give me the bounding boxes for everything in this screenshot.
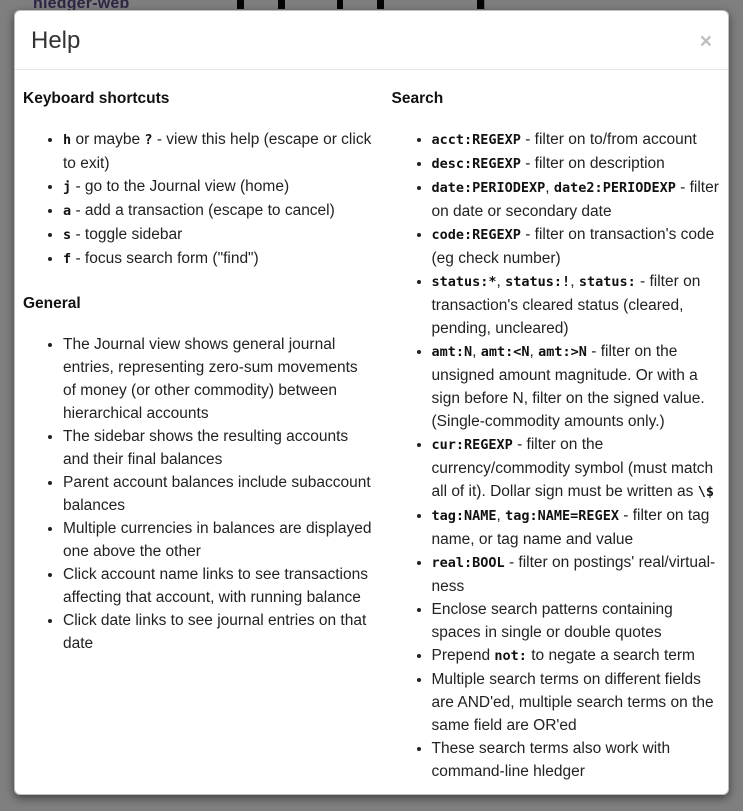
list-item: • Multiple currencies in balances are displayed one above the other — [63, 517, 372, 563]
help-column-right — [372, 80, 721, 783]
help-modal — [14, 10, 729, 795]
code-term: amt:>N — [538, 344, 587, 360]
code-term: ? — [144, 132, 153, 148]
list-item: • f - focus search form ("find") — [63, 247, 372, 271]
list-item: • These search terms also work with command-line hledger — [432, 737, 721, 783]
list-item: • Prepend not: to negate a search term — [432, 644, 721, 668]
code-term: status:* — [431, 274, 497, 290]
code-term: code:REGEXP — [431, 227, 521, 243]
list-item: • status:*, status:!, status: - filter on transaction's cleared status (cleared, pending, uncleared) — [432, 270, 721, 340]
code-term: tag:NAME — [431, 508, 497, 524]
list-item: • amt:N, amt:<N, amt:>N - filter on the unsigned amount magnitude. Or with a sign before N, filter on the signed value. (Single-commodity amounts only.) — [432, 340, 721, 433]
list-item: • The Journal view shows general journal entries, representing zero-sum movements of money (or other commodity) between hierarchical accounts — [63, 333, 372, 425]
list-item: • desc:REGEXP - filter on description — [432, 152, 721, 176]
code-term: amt:<N — [480, 344, 530, 360]
section-list — [23, 128, 372, 271]
list-item: • The sidebar shows the resulting accounts and their final balances — [63, 425, 372, 471]
help-column-left — [23, 80, 372, 783]
code-term: \$ — [697, 484, 714, 500]
help-section — [23, 90, 372, 271]
list-item: • a - add a transaction (escape to cancel) — [63, 199, 372, 223]
code-term: h — [63, 132, 72, 148]
list-item: • h or maybe ? - view this help (escape or click to exit) — [63, 128, 372, 175]
list-item: • tag:NAME, tag:NAME=REGEX - filter on tag name, or tag name and value — [432, 504, 721, 551]
section-heading: Keyboard shortcuts — [23, 90, 170, 107]
code-term: a — [63, 203, 72, 219]
list-item: • acct:REGEXP - filter on to/from account — [432, 128, 721, 152]
section-list — [392, 128, 721, 783]
section-heading: General — [23, 295, 81, 312]
list-item: • real:BOOL - filter on postings' real/virtual-ness — [432, 551, 721, 598]
code-term: j — [63, 179, 72, 195]
code-term: status:! — [505, 274, 571, 290]
help-section — [23, 295, 372, 655]
modal-header — [15, 11, 728, 70]
list-item: • cur:REGEXP - filter on the currency/commodity symbol (must match all of it). Dollar sign must be written as \$ — [432, 433, 721, 504]
modal-title: Help — [31, 27, 81, 54]
section-list — [23, 333, 372, 655]
list-item: • Parent account balances include subaccount balances — [63, 471, 372, 517]
code-term: cur:REGEXP — [431, 437, 513, 453]
list-item: • Multiple search terms on different fields are AND'ed, multiple search terms on the same field are OR'ed — [432, 668, 721, 737]
code-term: real:BOOL — [431, 555, 505, 571]
code-term: not: — [494, 648, 527, 664]
code-term: date:PERIODEXP — [431, 180, 546, 196]
list-item: • Click date links to see journal entries on that date — [63, 609, 372, 655]
code-term: date2:PERIODEXP — [553, 180, 676, 196]
code-term: desc:REGEXP — [431, 156, 521, 172]
list-item: • j - go to the Journal view (home) — [63, 175, 372, 199]
code-term: f — [63, 251, 72, 267]
code-term: amt:N — [431, 344, 473, 360]
help-section — [392, 90, 721, 783]
list-item: • Enclose search patterns containing spaces in single or double quotes — [432, 598, 721, 644]
code-term: tag:NAME=REGEX — [505, 508, 619, 524]
section-heading: Search — [391, 90, 444, 107]
list-item: • Click account name links to see transactions affecting that account, with running balance — [63, 563, 372, 609]
list-item: • code:REGEXP - filter on transaction's code (eg check number) — [432, 223, 721, 270]
list-item: • date:PERIODEXP, date2:PERIODEXP - filter on date or secondary date — [432, 176, 721, 223]
code-term: status: — [578, 274, 636, 290]
code-term: s — [63, 227, 72, 243]
list-item: • s - toggle sidebar — [63, 223, 372, 247]
modal-body — [15, 70, 728, 793]
code-term: acct:REGEXP — [431, 132, 521, 148]
close-button[interactable]: × — [699, 30, 712, 53]
